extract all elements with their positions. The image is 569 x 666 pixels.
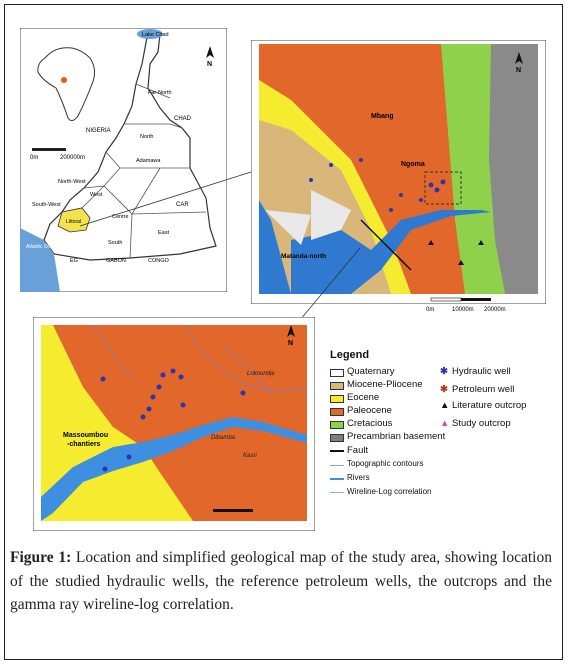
literature-outcrop-icon: ▲ bbox=[440, 400, 450, 411]
svg-text:Far-North: Far-North bbox=[148, 90, 172, 96]
detail-map bbox=[33, 317, 315, 531]
legend-label-contours: Topographic contours bbox=[347, 459, 424, 468]
svg-text:200000m: 200000m bbox=[60, 155, 86, 161]
legend-label-rivers: Rivers bbox=[347, 473, 370, 482]
svg-text:Littoral: Littoral bbox=[66, 219, 82, 225]
svg-text:West: West bbox=[90, 192, 103, 198]
svg-text:-chantiers: -chantiers bbox=[67, 441, 101, 448]
legend-swatch-eocene bbox=[330, 395, 344, 403]
svg-text:EG: EG bbox=[70, 258, 78, 264]
svg-text:South-West: South-West bbox=[32, 202, 61, 208]
svg-text:Centre: Centre bbox=[112, 214, 129, 220]
figure-caption bbox=[10, 546, 552, 617]
legend-swatch-miocene bbox=[330, 382, 344, 390]
geo-scale-end: 20000m bbox=[484, 307, 506, 313]
river-line-icon bbox=[330, 478, 344, 480]
svg-text:N: N bbox=[288, 340, 294, 347]
caption-text: Location and simplified geological map of the study area, showing location of the studied hydraulic wells, the reference petroleum wells, the outcrops and the gamma ray wireline-log correlation. bbox=[10, 549, 552, 613]
legend-swatch-quaternary bbox=[330, 369, 344, 377]
legend-label-fault: Fault bbox=[347, 445, 369, 456]
contour-line-icon bbox=[330, 465, 344, 466]
legend-swatch-precambrian bbox=[330, 434, 344, 442]
legend-label-study: Study outcrop bbox=[452, 418, 511, 429]
svg-text:N: N bbox=[516, 67, 522, 74]
legend-swatch-paleocene bbox=[330, 408, 344, 416]
legend-label-correlation: Wireline-Log correlation bbox=[347, 487, 432, 496]
svg-text:Mbang: Mbang bbox=[371, 113, 394, 120]
legend-label-literature: Literature outcrop bbox=[452, 400, 527, 411]
legend-title: Legend bbox=[330, 349, 370, 361]
legend-label-paleocene: Paleocene bbox=[347, 405, 392, 416]
study-outcrop-icon: ▲ bbox=[440, 418, 450, 429]
svg-text:Massoumbou: Massoumbou bbox=[63, 432, 109, 439]
svg-text:NIGERIA: NIGERIA bbox=[86, 128, 111, 134]
svg-text:Lake Chad: Lake Chad bbox=[142, 32, 169, 38]
svg-text:Kasri: Kasri bbox=[243, 453, 257, 459]
petroleum-well-icon: ✱ bbox=[440, 384, 448, 395]
correlation-line-icon bbox=[330, 492, 344, 493]
svg-text:CAR: CAR bbox=[176, 202, 189, 208]
svg-text:CONGO: CONGO bbox=[148, 258, 169, 264]
svg-text:East: East bbox=[158, 230, 170, 236]
legend-label-cretaceous: Cretacious bbox=[347, 418, 393, 429]
legend-label-petroleum: Petroleum well bbox=[452, 384, 515, 395]
svg-text:Adamawa: Adamawa bbox=[136, 158, 161, 164]
svg-text:South: South bbox=[108, 240, 123, 246]
svg-text:Dibamba: Dibamba bbox=[211, 435, 236, 441]
hydraulic-well-icon: ✱ bbox=[440, 366, 448, 377]
legend-label-hydraulic: Hydraulic well bbox=[452, 366, 511, 377]
fault-line-icon bbox=[330, 450, 344, 452]
svg-text:CHAD: CHAD bbox=[174, 116, 192, 122]
svg-text:North-West: North-West bbox=[58, 179, 86, 185]
legend-label-miocene: Miocene-Pliocene bbox=[347, 379, 423, 390]
geo-scale-mid: 10000m bbox=[452, 307, 474, 313]
svg-text:North: North bbox=[140, 134, 154, 140]
legend-swatch-cretaceous bbox=[330, 421, 344, 429]
svg-text:Ngoma: Ngoma bbox=[401, 161, 425, 168]
legend-label-eocene: Eocene bbox=[347, 392, 380, 403]
legend-label-quaternary: Quaternary bbox=[347, 366, 395, 377]
svg-text:Atlantic Ocean: Atlantic Ocean bbox=[26, 244, 59, 250]
svg-text:0m: 0m bbox=[30, 155, 39, 161]
legend-label-precambrian: Precambrian basement bbox=[347, 431, 446, 442]
svg-text:Lokoundje: Lokoundje bbox=[247, 371, 275, 377]
svg-text:GABON: GABON bbox=[106, 258, 126, 264]
caption-lead: Figure 1: bbox=[10, 549, 72, 566]
geo-scale-start: 0m bbox=[426, 307, 435, 313]
svg-text:N: N bbox=[207, 61, 213, 68]
svg-text:Matanda-north: Matanda-north bbox=[281, 253, 327, 260]
